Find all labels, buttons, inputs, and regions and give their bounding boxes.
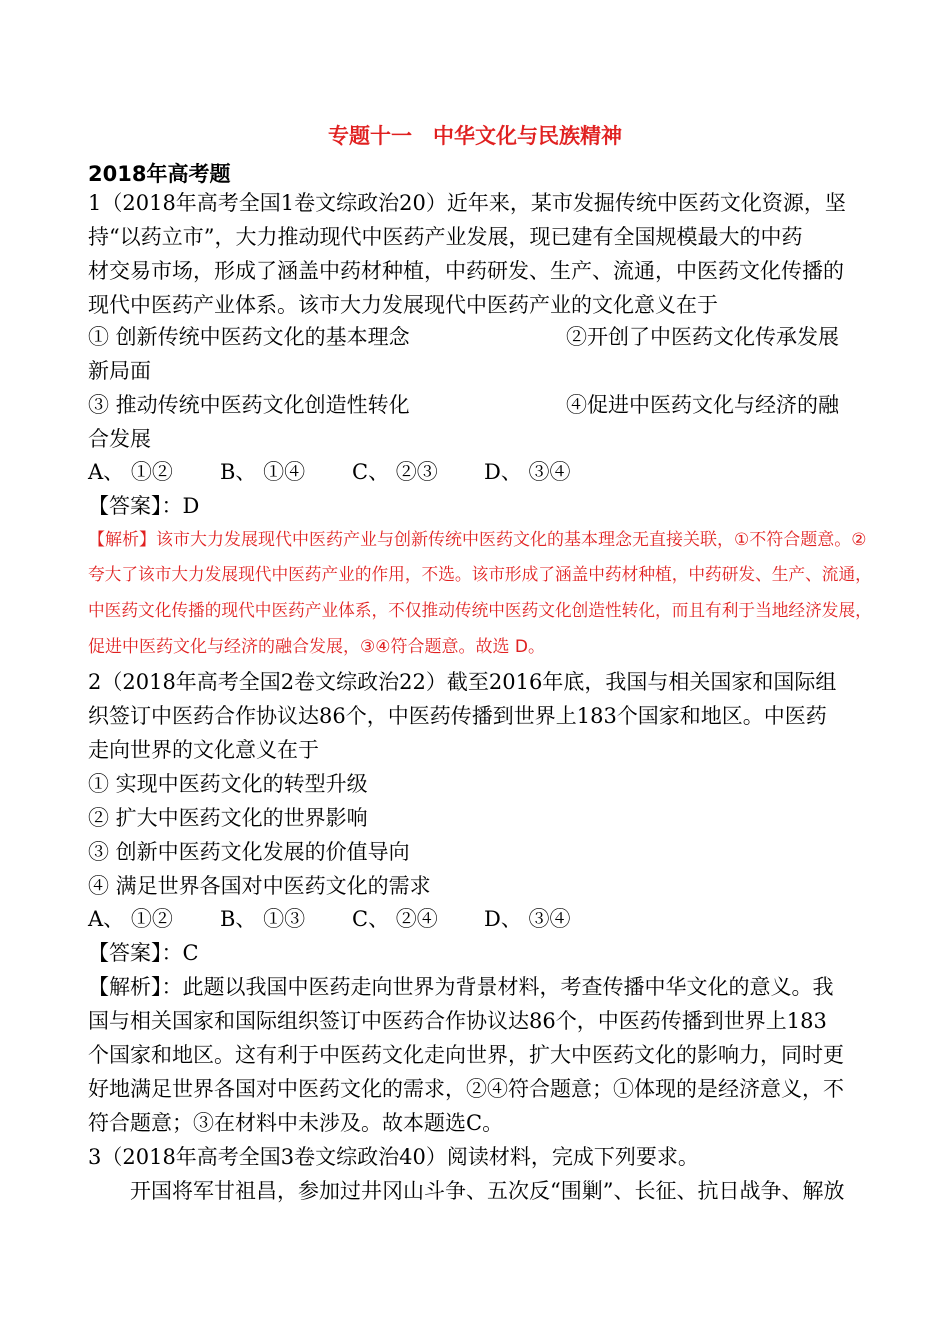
question-2-choices [88, 902, 571, 936]
question-2-analysis: 符合题意；③在材料中未涉及。故本题选C。 [88, 1111, 504, 1135]
question-1-text: 现代中医药产业体系。该市大力发展现代中医药产业的文化意义在于 [88, 293, 718, 317]
page-title: 专题十一 中华文化与民族精神 [328, 124, 622, 148]
question-2-text: 走向世界的文化意义在于 [88, 738, 319, 762]
question-1-analysis: 夸大了该市大力发展现代中医药产业的作用，不选。该市形成了涵盖中药材种植，中药研发、生产、流通， [88, 565, 872, 585]
question-2-answer: 【答案】：C [88, 941, 199, 965]
question-1-option-3: ③ 推动传统中医药文化创造性转化 [88, 393, 410, 417]
choice-b: B、 ①④ [220, 460, 306, 484]
question-1-option-4-continued: 合发展 [88, 427, 151, 451]
question-1-analysis: 中医药文化传播的现代中医药产业体系，不仅推动传统中医药文化创造性转化，而且有利于当地经济发展， [88, 601, 872, 621]
question-1-text: 材交易市场，形成了涵盖中药材种植，中药研发、生产、流通，中医药文化传播的 [88, 259, 844, 283]
question-1-text: 持“以药立市”，大力推动现代中医药产业发展，现已建有全国规模最大的中药 [88, 225, 803, 249]
question-3-text: 3（2018年高考全国3卷文综政治40）阅读材料，完成下列要求。 [88, 1145, 699, 1169]
question-2-analysis: 国与相关国家和国际组织签订中医药合作协议达86个，中医药传播到世界上183 [88, 1009, 827, 1033]
question-1-option-2: ②开创了中医药文化传承发展 [566, 325, 839, 349]
question-2-option-4: ④ 满足世界各国对中医药文化的需求 [88, 874, 431, 898]
choice-a: A、 ①② [88, 907, 173, 931]
question-2-analysis: 个国家和地区。这有利于中医药文化走向世界，扩大中医药文化的影响力，同时更 [88, 1043, 844, 1067]
choice-d: D、 ③④ [484, 460, 571, 484]
question-1-option-4: ④促进中医药文化与经济的融 [566, 393, 839, 417]
question-1-option-2-continued: 新局面 [88, 359, 151, 383]
question-1-choices [88, 455, 571, 489]
question-2-option-3: ③ 创新中医药文化发展的价值导向 [88, 840, 410, 864]
choice-c: C、 ②④ [352, 907, 438, 931]
question-2-text: 2（2018年高考全国2卷文综政治22）截至2016年底，我国与相关国家和国际组 [88, 670, 837, 694]
question-1-text: 1（2018年高考全国1卷文综政治20）近年来，某市发掘传统中医药文化资源，坚 [88, 191, 846, 215]
section-heading: 2018年高考题 [88, 162, 231, 186]
question-2-analysis: 【解析】：此题以我国中医药走向世界为背景材料，考查传播中华文化的意义。我 [88, 975, 834, 999]
choice-b: B、 ①③ [220, 907, 306, 931]
question-2-option-1: ① 实现中医药文化的转型升级 [88, 772, 368, 796]
question-1-analysis: 促进中医药文化与经济的融合发展，③④符合题意。故选 D。 [88, 637, 545, 657]
question-2-analysis: 好地满足世界各国对中医药文化的需求，②④符合题意；①体现的是经济意义，不 [88, 1077, 844, 1101]
question-3-material: 开国将军甘祖昌，参加过井冈山斗争、五次反“围剿”、长征、抗日战争、解放 [88, 1179, 845, 1203]
choice-c: C、 ②③ [352, 460, 438, 484]
question-2-option-2: ② 扩大中医药文化的世界影响 [88, 806, 368, 830]
question-1-analysis: 【解析】该市大力发展现代中医药产业与创新传统中医药文化的基本理念无直接关联，①不符合题意。② [88, 530, 867, 550]
question-1-answer: 【答案】：D [88, 494, 200, 518]
question-1-option-1: ① 创新传统中医药文化的基本理念 [88, 325, 410, 349]
question-2-text: 织签订中医药合作协议达86个，中医药传播到世界上183个国家和地区。中医药 [88, 704, 827, 728]
choice-d: D、 ③④ [484, 907, 571, 931]
choice-a: A、 ①② [88, 460, 173, 484]
